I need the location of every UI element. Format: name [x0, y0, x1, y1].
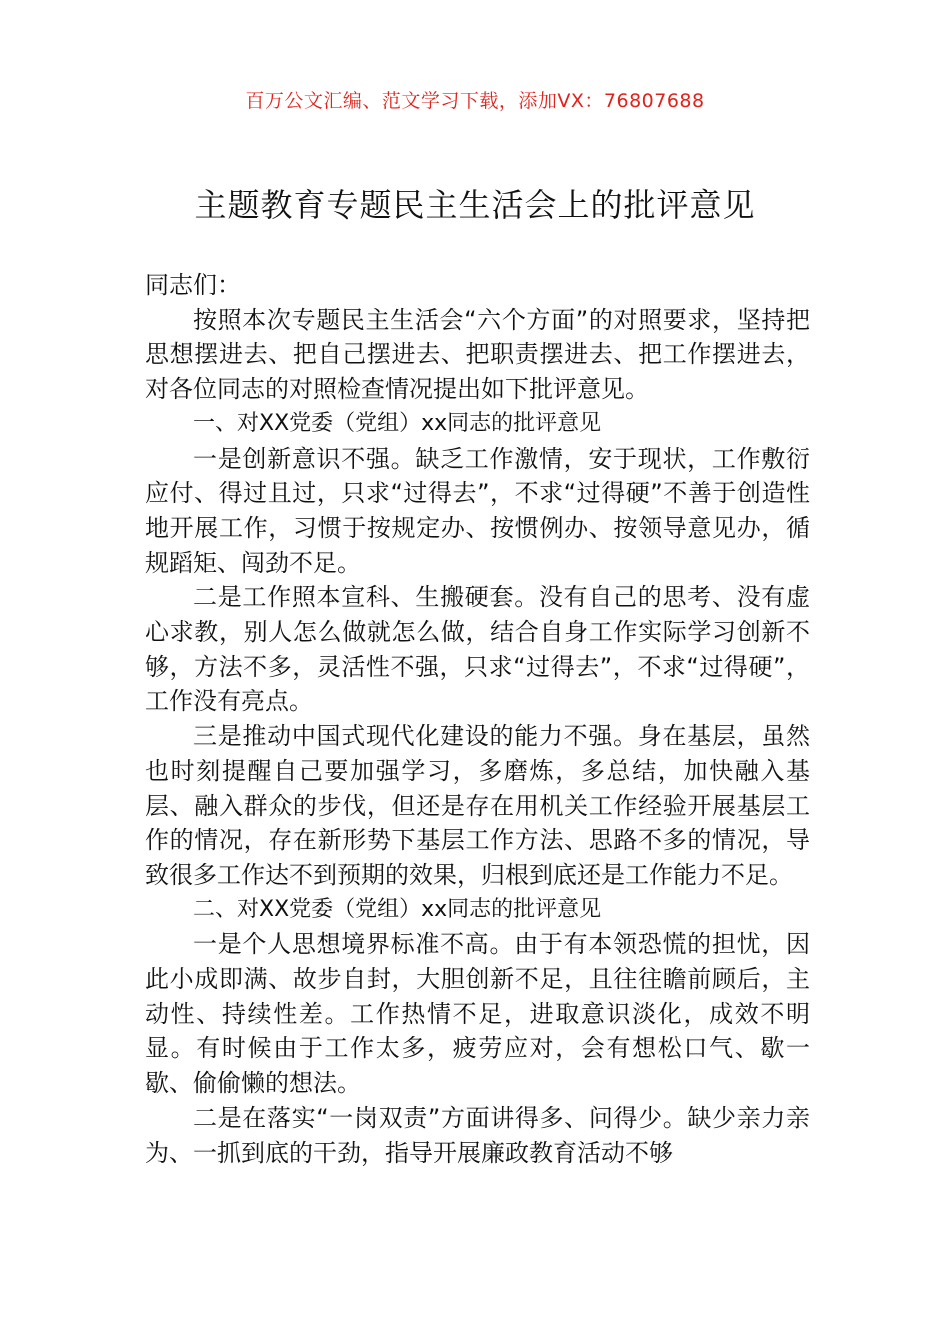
header-banner: 百万公文汇编、范文学习下载，添加VX：76807688: [245, 90, 705, 112]
criticism-point: 一是创新意识不强。缺乏工作激情，安于现状，工作敷衍应付、得过且过，只求“过得去”，不求“过得硬”不善于创造性地开展工作，习惯于按规定办、按惯例办、按领导意见办，循规蹈矩、闯劲不足。: [145, 444, 810, 577]
criticism-point: 一是个人思想境界标准不高。由于有本领恐慌的担忧，因此小成即满、故步自封，大胆创新不足，且往往瞻前顾后，主动性、持续性差。工作热情不足，进取意识淡化，成效不明显。有时候由于工作太多，疲劳应对，会有想松口气、歇一歇、偷偷懒的想法。: [145, 930, 810, 1098]
criticism-point: 三是推动中国式现代化建设的能力不强。身在基层，虽然也时刻提醒自己要加强学习，多磨炼，多总结，加快融入基层、融入群众的步伐，但还是存在用机关工作经验开展基层工作的情况，存在新形势下基层工作方法、思路不多的情况，导致很多工作达不到预期的效果，归根到底还是工作能力不足。: [145, 722, 810, 889]
section-heading: 二、对XX党委（党组）xx同志的批评意见: [193, 896, 602, 922]
document-body: [145, 268, 810, 1170]
criticism-point: 二是在落实“一岗双责”方面讲得多、问得少。缺少亲力亲为、一抓到底的干劲，指导开展廉政教育活动不够: [145, 1103, 810, 1167]
section-heading: 一、对XX党委（党组）xx同志的批评意见: [193, 410, 602, 436]
document-title: 主题教育专题民主生活会上的批评意见: [194, 186, 756, 224]
criticism-point: 二是工作照本宣科、生搬硬套。没有自己的思考、没有虚心求教，别人怎么做就怎么做，结合自身工作实际学习创新不够，方法不多，灵活性不强，只求“过得去”，不求“过得硬”，工作没有亮点。: [145, 583, 810, 716]
salutation: 同志们：: [145, 271, 241, 299]
intro-paragraph: 按照本次专题民主生活会“六个方面”的对照要求，坚持把思想摆进去、把自己摆进去、把职责摆进去、把工作摆进去，对各位同志的对照检查情况提出如下批评意见。: [145, 305, 810, 404]
